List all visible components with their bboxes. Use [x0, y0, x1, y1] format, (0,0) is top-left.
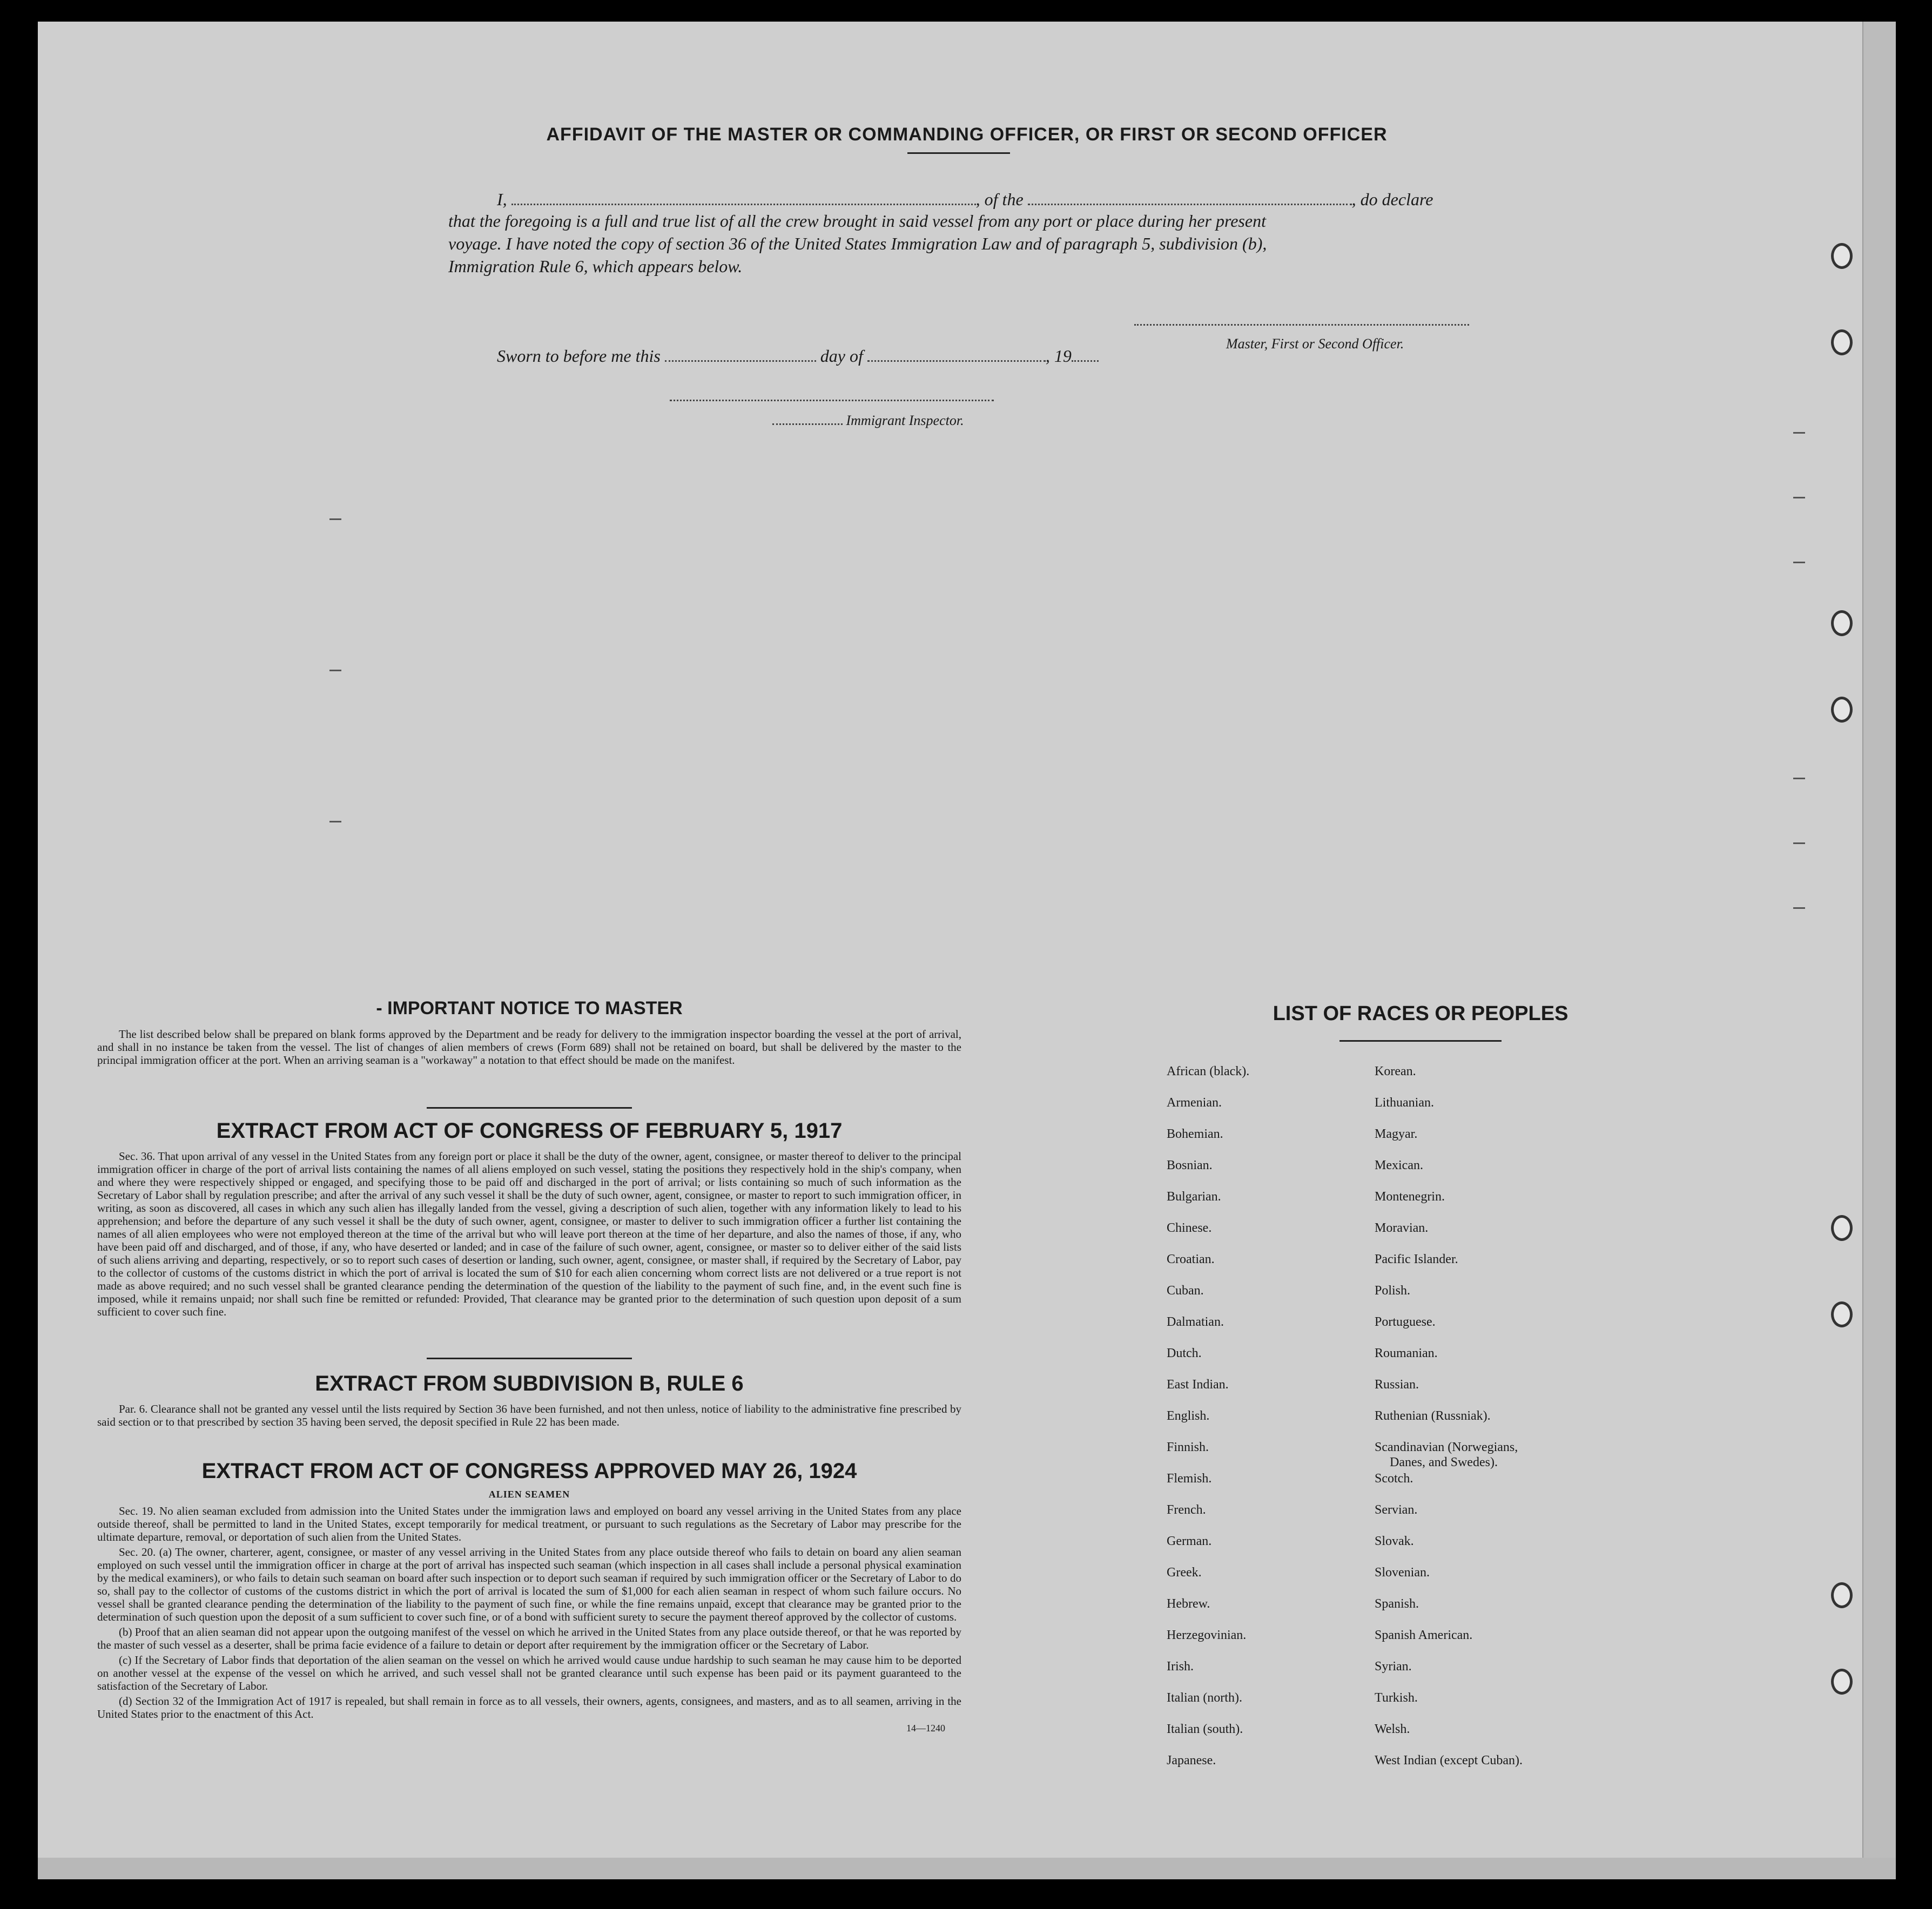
declaration-line: [497, 188, 1523, 211]
race-item: Dalmatian.: [1167, 1315, 1224, 1329]
binder-hole-icon: [1831, 1582, 1853, 1608]
binder-hole-icon: [1831, 1301, 1853, 1327]
margin-tick: [329, 821, 341, 822]
race-item: Spanish.: [1375, 1597, 1419, 1611]
race-item: Irish.: [1167, 1660, 1194, 1674]
race-item: Hebrew.: [1167, 1597, 1210, 1611]
race-item: Greek.: [1167, 1566, 1202, 1580]
affidavit-statement: [448, 210, 1507, 278]
margin-tick: [1793, 562, 1805, 563]
margin-tick: [1793, 907, 1805, 909]
extract-1924-body: [97, 1505, 961, 1721]
month-blank: [867, 360, 1046, 362]
statement-line: that the foregoing is a full and true list of all the crew brought in said vessel from any port or place during her present: [448, 211, 1266, 231]
vessel-blank: [1028, 204, 1352, 205]
race-item: Welsh.: [1375, 1722, 1410, 1736]
race-item: Mexican.: [1375, 1158, 1423, 1172]
margin-tick: [329, 518, 341, 520]
race-item: French.: [1167, 1503, 1206, 1517]
sec-20d-paragraph: (d) Section 32 of the Immigration Act of 1917 is repealed, but shall remain in force as to all vessels, their owners, agents, consignees, and masters, and as to all seamen, arriving in the United States prior to the enactment of this Act.: [97, 1695, 961, 1721]
race-item: Roumanian.: [1375, 1346, 1438, 1360]
race-item: Dutch.: [1167, 1346, 1202, 1360]
race-item: Ruthenian (Russniak).: [1375, 1409, 1491, 1423]
year-blank: [1072, 360, 1099, 362]
par-6-paragraph: Par. 6. Clearance shall not be granted any vessel until the lists required by Section 36 have been furnished, and not then unless, notice of liability to the administrative fine prescribed by said section or to that prescribed by section 35 having been served, the deposit specified in Rule 22 has been made.: [97, 1402, 961, 1428]
sworn-line: [497, 345, 1099, 367]
page-bottom-edge: [38, 1858, 1896, 1879]
race-item: Polish.: [1375, 1284, 1411, 1298]
master-caption: Master, First or Second Officer.: [1226, 336, 1404, 352]
of-the-label: , of the: [975, 190, 1024, 209]
alien-seamen-subtitle: ALIEN SEAMEN: [488, 1489, 570, 1500]
race-item: Pacific Islander.: [1375, 1252, 1458, 1266]
race-item: Finnish.: [1167, 1440, 1209, 1454]
i-label: I,: [497, 190, 507, 209]
notice-title: - IMPORTANT NOTICE TO MASTER: [376, 998, 683, 1018]
binder-hole-icon: [1831, 243, 1853, 269]
race-item: Turkish.: [1375, 1691, 1418, 1705]
race-item: English.: [1167, 1409, 1210, 1423]
margin-tick: [329, 670, 341, 671]
master-signature-line: [1134, 324, 1469, 326]
inspector-caption-wrap: [772, 409, 964, 432]
race-item: Korean.: [1375, 1064, 1416, 1078]
race-item: Lithuanian.: [1375, 1096, 1434, 1110]
race-item: Moravian.: [1375, 1221, 1429, 1235]
race-item: Flemish.: [1167, 1472, 1212, 1486]
extract-rule6-body: [97, 1402, 961, 1428]
race-item: Chinese.: [1167, 1221, 1212, 1235]
extract-1917-title: EXTRACT FROM ACT OF CONGRESS OF FEBRUARY 5, 1917: [216, 1119, 843, 1143]
race-item: Herzegovinian.: [1167, 1628, 1247, 1642]
notice-paragraph: The list described below shall be prepared on blank forms approved by the Department and be ready for delivery to the immigration inspector boarding the vessel at the port of arrival, and shall in no instance be taken from the vessel. The list of changes of alien members of crews (Form 689) shall not be retained on board, but shall be delivered by the master to the principal immigration officer at the port. When an arriving seaman is a "workaway" a notation to that effect should be made on the manifest.: [97, 1028, 961, 1067]
margin-tick: [1793, 497, 1805, 498]
do-declare-label: , do declare: [1351, 190, 1433, 209]
race-item: Slovenian.: [1375, 1566, 1430, 1580]
races-title: LIST OF RACES OR PEOPLES: [1273, 1002, 1569, 1025]
extract-rule6: [97, 1372, 961, 1431]
name-blank: [511, 204, 976, 205]
inspector-signature-line: [670, 400, 994, 401]
margin-tick: [1793, 842, 1805, 844]
extract-1924: [97, 1459, 961, 1734]
year-label: , 19: [1045, 346, 1072, 366]
extract-rule6-title: EXTRACT FROM SUBDIVISION B, RULE 6: [315, 1372, 744, 1395]
binder-hole-icon: [1831, 329, 1853, 355]
extract-1924-title: EXTRACT FROM ACT OF CONGRESS APPROVED MAY 26, 1924: [201, 1459, 857, 1483]
binder-hole-icon: [1831, 1669, 1853, 1695]
race-item: Italian (north).: [1167, 1691, 1242, 1705]
day-blank: [665, 360, 816, 362]
sec-20b-paragraph: (b) Proof that an alien seaman did not appear upon the outgoing manifest of the vessel on which he arrived in the United States from any place outside thereof, or that he was reported by the master of such vessel as a deserter, shall be prima facie evidence of a failure to detain or deport after requirement by the immigration officer or the Secretary of Labor.: [97, 1625, 961, 1651]
race-item: Spanish American.: [1375, 1628, 1473, 1642]
section-36-paragraph: Sec. 36. That upon arrival of any vessel in the United States from any foreign port or place it shall be the duty of the owner, agent, consignee, or master thereof to deliver to the principal immigration officer in charge of the port of arrival lists containing the names of all aliens employed on such vessel, stating the positions they respectively hold in the ship's company, when and where they were respectively shipped or engaged, and specifying those to be paid off and discharged in the port of arrival; or lists containing so much of such information as the Secretary of Labor shall by regulation prescribe; and after the arrival of any such vessel it shall be the duty of such owner, agent, consignee, or master to report to such immigration officer, in writing, as soon as discovered, all cases in which any such alien has illegally landed from the vessel, giving a description of such alien, together with any information likely to lead to his apprehension; and before the departure of any such vessel it shall be the duty of such owner, agent, consignee, or master to deliver to such immigration officer a further list containing the names of all alien employees who were not employed thereon at the time of the arrival but who will leave port thereon at the time of her departure, and also the names of those, if any, who have been paid off and discharged, and of those, if any, who have deserted or landed; and in case of the failure of such owner, agent, consignee, or master so to deliver either of the said lists of such aliens arriving and departing, respectively, or so to report such cases of desertion or landing, such owner, agent, consignee, or master shall, if required by the Secretary of Labor, pay to the collector of customs of the customs district in which the port of arrival is located the sum of $10 for each alien concerning whom correct lists are not delivered or a true report is not made as above required; and no such vessel shall be granted clearance pending the determination of the question of the liability to the payment of such fine, and, in the event such fine is imposed, while it remains unpaid; nor shall such fine be remitted or refunded: Provided, That clearance may be granted prior to the determination of such question upon deposit of a sum sufficient to cover such fine.: [97, 1150, 961, 1318]
race-item: Syrian.: [1375, 1660, 1412, 1674]
race-item: Japanese.: [1167, 1753, 1216, 1768]
title-rule: [907, 152, 1010, 154]
day-of-label: day of: [820, 346, 863, 366]
race-item: Bohemian.: [1167, 1127, 1223, 1141]
race-item: Italian (south).: [1167, 1722, 1243, 1736]
sec-19-paragraph: Sec. 19. No alien seaman excluded from admission into the United States under the immigration laws and employed on board any vessel arriving in the United States from any place outside thereof, shall be permitted to land in the United States, except temporarily for medical treatment, or pursuant to such regulations as the Secretary of Labor may prescribe for the ultimate departure, removal, or deportation of such alien from the United States.: [97, 1505, 961, 1543]
race-item: Scandinavian (Norwegians,: [1375, 1440, 1518, 1454]
sec-20c-paragraph: (c) If the Secretary of Labor finds that deportation of the alien seaman on the vessel on which he arrived would cause undue hardship to such seaman he may cause him to be deported on another vessel at the expense of the vessel on which he arrived, and such vessel shall not be granted clearance until such expense has been paid or its payment guaranteed to the satisfaction of the Secretary of Labor.: [97, 1654, 961, 1692]
race-item: Russian.: [1375, 1378, 1419, 1392]
page-edge: [1862, 22, 1896, 1879]
sec-20a-paragraph: Sec. 20. (a) The owner, charterer, agent, consignee, or master of any vessel arriving in the United States from any place outside thereof who fails to detain on board any alien seaman employed on such vessel until the immigration officer in charge at the port of arrival has inspected such seaman (which inspection in all cases shall include a personal physical examination by the medical examiners), or who fails to detain such seaman on board after such inspection or to deport such seaman if required by such immigration officer or the Secretary of Labor to do so, shall pay to the collector of customs of the customs district in which the port of arrival is located the sum of $1,000 for each alien seaman in respect of whom such failure occurs. No vessel shall be granted clearance pending the determination of the liability to the payment of such fine, or while the fine remains unpaid, except that clearance may be granted prior to the determination of such question upon the deposit of a sum sufficient to cover such fine, or of a bond with sufficient surety to secure the payment thereof approved by the collector of customs.: [97, 1546, 961, 1623]
race-item: African (black).: [1167, 1064, 1250, 1078]
inspector-caption: Immigrant Inspector.: [846, 413, 964, 428]
race-item: Croatian.: [1167, 1252, 1215, 1266]
binder-hole-icon: [1831, 610, 1853, 636]
margin-tick: [1793, 432, 1805, 434]
binder-hole-icon: [1831, 697, 1853, 723]
races-title-rule: [1339, 1040, 1502, 1042]
binder-hole-icon: [1831, 1215, 1853, 1241]
extract-1917: [97, 1119, 961, 1320]
race-item: East Indian.: [1167, 1378, 1229, 1392]
race-item: German.: [1167, 1534, 1212, 1548]
inspector-lead-dots: [772, 423, 843, 425]
race-item: Montenegrin.: [1375, 1190, 1445, 1204]
important-notice: [97, 998, 961, 1069]
race-item: West Indian (except Cuban).: [1375, 1753, 1523, 1768]
race-item: Slovak.: [1375, 1534, 1414, 1548]
race-item: Servian.: [1375, 1503, 1418, 1517]
race-item: Armenian.: [1167, 1096, 1222, 1110]
race-item: Magyar.: [1375, 1127, 1418, 1141]
margin-tick: [1793, 778, 1805, 779]
race-item: Bosnian.: [1167, 1158, 1213, 1172]
race-item: Bulgarian.: [1167, 1190, 1221, 1204]
statement-line: Immigration Rule 6, which appears below.: [448, 257, 743, 276]
extract-1917-body: [97, 1150, 961, 1318]
race-item: Portuguese.: [1375, 1315, 1436, 1329]
races-list-right: [1375, 1064, 1523, 1784]
race-item-continued: Danes, and Swedes).: [1390, 1455, 1498, 1469]
statement-line: voyage. I have noted the copy of section 36 of the United States Immigration Law and of paragraph 5, subdivision (b),: [448, 234, 1267, 253]
section-rule: [427, 1107, 632, 1109]
sworn-label: Sworn to before me this: [497, 346, 661, 366]
manifest-back-page: [38, 22, 1896, 1879]
race-item: Scotch.: [1375, 1472, 1413, 1486]
notice-body: [97, 1028, 961, 1067]
section-rule: [427, 1358, 632, 1359]
form-number: 14—1240: [906, 1723, 945, 1733]
races-list-left: [1167, 1064, 1249, 1784]
race-item: Cuban.: [1167, 1284, 1204, 1298]
affidavit-title: AFFIDAVIT OF THE MASTER OR COMMANDING OFFICER, OR FIRST OR SECOND OFFICER: [546, 124, 1388, 145]
